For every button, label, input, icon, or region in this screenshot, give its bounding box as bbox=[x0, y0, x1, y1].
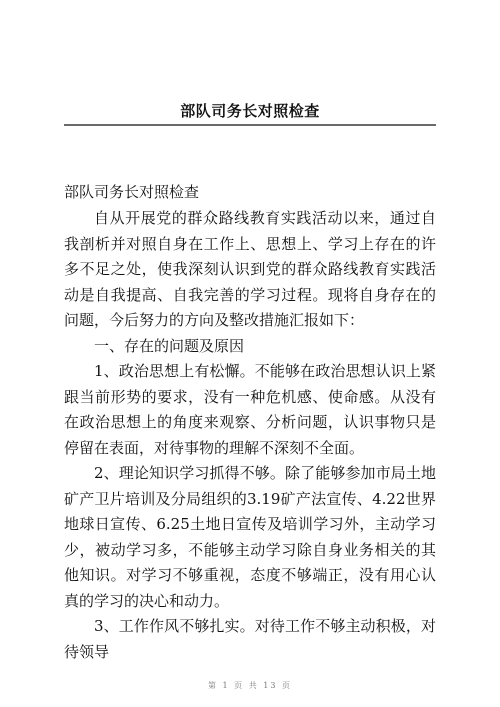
header-title: 部队司务长对照检查 bbox=[180, 102, 320, 120]
document-body bbox=[64, 206, 436, 665]
document-title: 部队司务长对照检查 bbox=[64, 183, 200, 201]
section-heading: 一、存在的问题及原因 bbox=[94, 336, 245, 355]
paragraph-item-1: 1、政治思想上有松懈。不能够在政治思想认识上紧跟当前形势的要求，没有一种危机感、使命感。从没有在政治思想上的角度来观察、分析问题，认识事物只是停留在表面，对待事物的理解不深刻不全面。 bbox=[64, 362, 436, 457]
paragraph-item-2: 2、理论知识学习抓得不够。除了能够参加市局土地矿产卫片培训及分局组织的3.19矿产法宣传、4.22世界地球日宣传、6.25土地日宣传及培训学习外，主动学习少，被动学习多，不能够主动学习除自身业务相关的其他知识。对学习不够重视，态度不够端正，没有用心认真的学习的决心和动力。 bbox=[64, 464, 436, 610]
paragraph-intro: 自从开展党的群众路线教育实践活动以来，通过自我剖析并对照自身在工作上、思想上、学习上存在的许多不足之处，使我深刻认识到党的群众路线教育实践活动是自我提高、自我完善的学习过程。现将自身存在的问题，今后努力的方向及整改措施汇报如下： bbox=[64, 209, 436, 329]
header-divider bbox=[64, 124, 436, 126]
page-footer: 第 1 页 共 13 页 bbox=[208, 681, 292, 690]
paragraph-item-3: 3、工作作风不够扎实。对待工作不够主动积极，对待领导 bbox=[64, 617, 436, 661]
